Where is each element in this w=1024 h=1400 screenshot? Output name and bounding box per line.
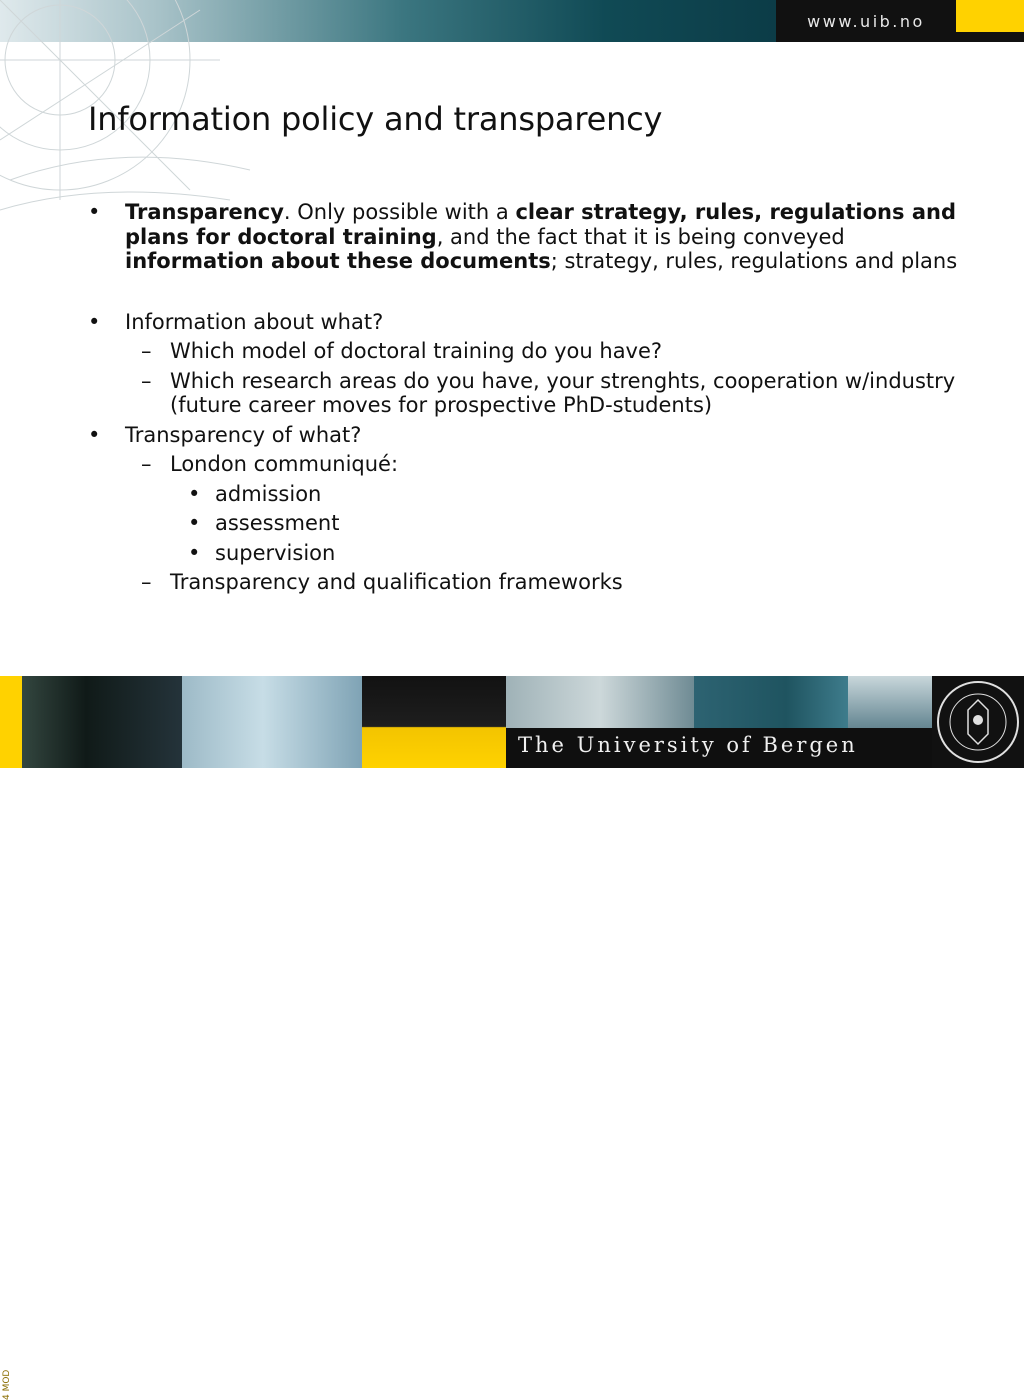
bullet-text: , and the fact that it is being conveyed bbox=[436, 224, 845, 249]
sub-bullet: – Transparency and qualification frameworks bbox=[88, 570, 988, 595]
top-url-box bbox=[776, 0, 956, 42]
bullet-emphasis: clear strategy, rules, regulations and plans for doctoral training bbox=[125, 200, 956, 249]
top-black-block bbox=[956, 32, 1024, 42]
university-seal bbox=[932, 676, 1024, 768]
bullet-term: Transparency bbox=[125, 200, 284, 224]
sub-sub-bullet: • assessment bbox=[88, 511, 988, 536]
university-name: The University of Bergen bbox=[518, 733, 858, 757]
bullet-text: . Only possible with a bbox=[283, 200, 516, 224]
bullet-emphasis: information about these documents bbox=[125, 249, 551, 273]
slide-body bbox=[88, 200, 988, 595]
sub-bullet: – Which research areas do you have, your strenghts, cooperation w/industry (future career moves for prospective PhD-students) bbox=[88, 369, 988, 418]
sub-bullet: – Which model of doctoral training do you have? bbox=[88, 339, 988, 364]
dark-equation-photo bbox=[362, 676, 506, 768]
sub-sub-bullet: • admission bbox=[88, 482, 988, 507]
bullet-information: • Information about what? bbox=[88, 310, 988, 335]
website-url: www.uib.no bbox=[807, 12, 925, 31]
bullet-transparency bbox=[88, 200, 988, 274]
university-seal-icon bbox=[932, 676, 1024, 768]
footer-yellow-strip bbox=[0, 676, 22, 1400]
bullet-text: ; strategy, rules, regulations and plans bbox=[550, 249, 958, 273]
sub-bullet: – London communiqué: bbox=[88, 452, 988, 477]
bullet-transparency-of-what: • Transparency of what? bbox=[88, 423, 988, 448]
footer-side-text: 4 MOD bbox=[2, 1369, 12, 1400]
slide-title: Information policy and transparency bbox=[88, 100, 663, 138]
sub-sub-bullet: • supervision bbox=[88, 541, 988, 566]
face-photo bbox=[182, 676, 362, 768]
top-yellow-block bbox=[956, 0, 1024, 32]
sketch-photo bbox=[22, 676, 182, 768]
